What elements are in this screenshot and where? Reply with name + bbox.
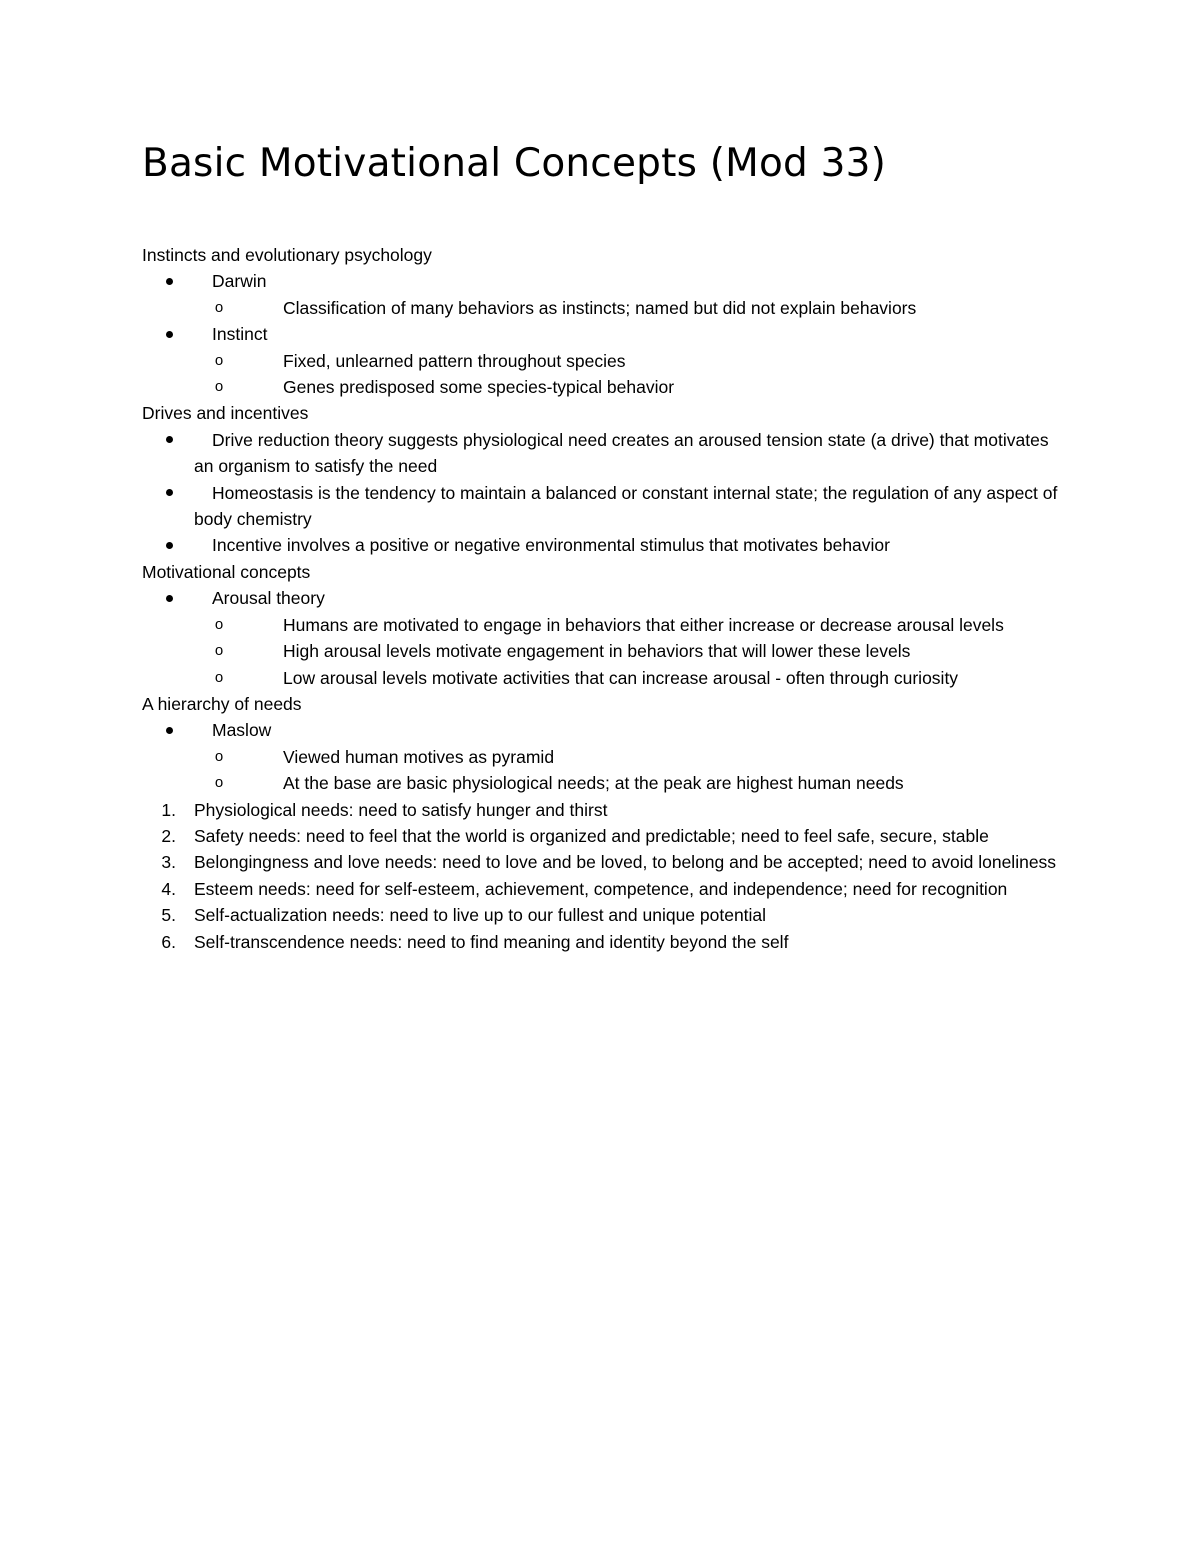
bullet-item (142, 532, 1062, 558)
sub-bullet-item (142, 638, 1062, 664)
section-heading: A hierarchy of needs (142, 693, 302, 714)
numbered-list (142, 797, 1062, 955)
section-heading: Drives and incentives (142, 403, 309, 424)
bullet-text: Instinct (212, 324, 268, 345)
sub-bullet-text: High arousal levels motivate engagement in behaviors that will lower these levels (283, 641, 911, 662)
numbered-text: Self-actualization needs: need to live up to our fullest and unique potential (194, 905, 767, 926)
bullet-item (142, 585, 1062, 611)
item-number: 5. (161, 905, 176, 926)
circle-bullet-icon: o (214, 615, 224, 633)
sub-bullet-item (142, 770, 1062, 796)
bullet-item (142, 321, 1062, 347)
bullet-item (142, 717, 1062, 743)
item-number: 6. (161, 931, 176, 952)
bullet-item (142, 427, 1062, 480)
sub-bullet-item (142, 612, 1062, 638)
sub-bullet-text: Fixed, unlearned pattern throughout species (283, 350, 626, 371)
numbered-text: Safety needs: need to feel that the world is organized and predictable; need to feel safe, secure, stable (194, 825, 989, 846)
circle-bullet-icon: o (214, 642, 224, 660)
sub-bullet-item (142, 374, 1062, 400)
bullet-text: Maslow (212, 720, 272, 741)
sub-bullet-item (142, 348, 1062, 374)
numbered-item (142, 902, 1062, 928)
item-number: 3. (161, 852, 176, 873)
circle-bullet-icon: o (214, 774, 224, 792)
bullet-text: Drive reduction theory suggests physiological need creates an aroused tension state (a drive) that motivates an organism to satisfy the need (194, 429, 1049, 477)
bullet-icon (159, 532, 179, 558)
numbered-text: Belongingness and love needs: need to love and be loved, to belong and be accepted; need to avoid loneliness (194, 852, 1057, 873)
sub-bullet-item (142, 295, 1062, 321)
circle-bullet-icon: o (214, 668, 224, 686)
numbered-text: Esteem needs: need for self-esteem, achievement, competence, and independence; need for recognition (194, 878, 1008, 899)
circle-bullet-icon: o (214, 747, 224, 765)
sub-bullet-item (142, 744, 1062, 770)
circle-bullet-icon: o (214, 378, 224, 396)
bullet-icon (159, 717, 179, 743)
bullet-list (142, 717, 1062, 796)
numbered-item (142, 876, 1062, 902)
bullet-list (142, 427, 1062, 559)
document-title: Basic Motivational Concepts (Mod 33) (142, 141, 887, 186)
section-heading: Motivational concepts (142, 561, 311, 582)
bullet-icon (159, 268, 179, 294)
bullet-text: Homeostasis is the tendency to maintain a balanced or constant internal state; the regulation of any aspect of body chemistry (194, 482, 1058, 530)
bullet-icon (159, 480, 179, 506)
circle-bullet-icon: o (214, 351, 224, 369)
circle-bullet-icon: o (214, 298, 224, 316)
sub-bullet-text: At the base are basic physiological needs; at the peak are highest human needs (283, 773, 904, 794)
bullet-text: Incentive involves a positive or negative environmental stimulus that motivates behavior (212, 535, 890, 556)
sub-bullet-text: Classification of many behaviors as instincts; named but did not explain behaviors (283, 297, 917, 318)
sub-bullet-text: Humans are motivated to engage in behaviors that either increase or decrease arousal levels (283, 614, 1004, 635)
sub-bullet-text: Viewed human motives as pyramid (283, 746, 555, 767)
bullet-text: Darwin (212, 271, 267, 292)
sub-bullet-item (142, 665, 1062, 691)
section-heading: Instincts and evolutionary psychology (142, 245, 432, 265)
bullet-item (142, 268, 1062, 294)
numbered-text: Physiological needs: need to satisfy hunger and thirst (194, 799, 608, 820)
item-number: 2. (161, 825, 176, 846)
bullet-list (142, 585, 1062, 691)
sub-bullet-text: Low arousal levels motivate activities that can increase arousal - often through curiosity (283, 667, 959, 688)
numbered-text: Self-transcendence needs: need to find meaning and identity beyond the self (194, 931, 789, 952)
document-body (142, 242, 1062, 955)
bullet-list (142, 268, 1062, 400)
numbered-item (142, 823, 1062, 849)
bullet-icon (159, 585, 179, 611)
numbered-item (142, 929, 1062, 955)
item-number: 1. (161, 799, 176, 820)
bullet-icon (159, 321, 179, 347)
bullet-text: Arousal theory (212, 588, 325, 609)
bullet-item (142, 480, 1062, 533)
numbered-item (142, 849, 1062, 875)
item-number: 4. (161, 878, 176, 899)
bullet-icon (159, 427, 179, 453)
numbered-item (142, 797, 1062, 823)
sub-bullet-text: Genes predisposed some species-typical behavior (283, 377, 675, 398)
